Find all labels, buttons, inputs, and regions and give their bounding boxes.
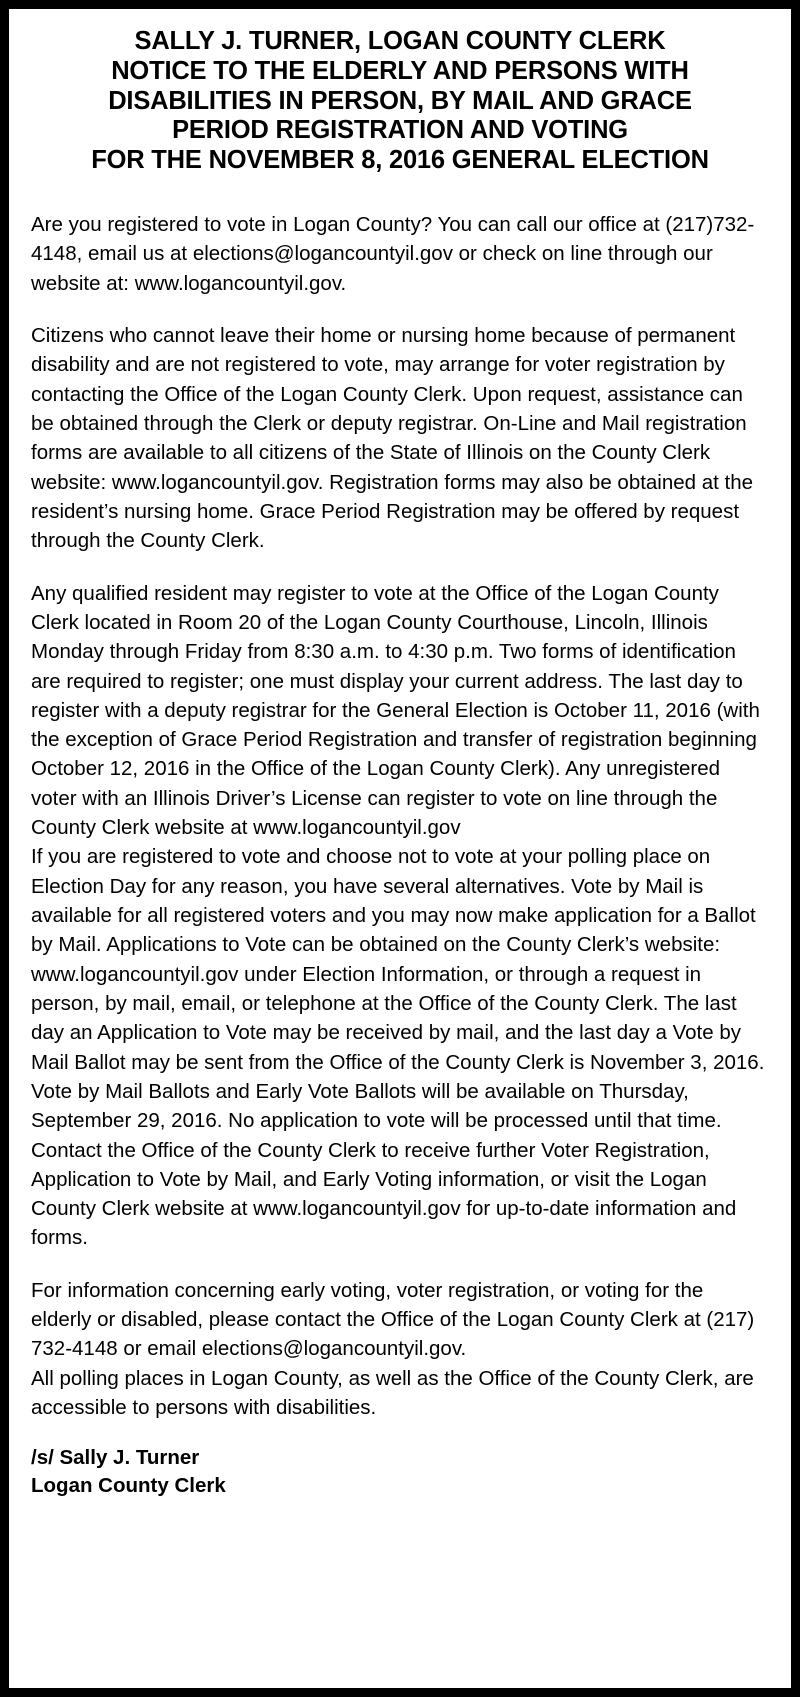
paragraph-accessibility: All polling places in Logan County, as well as the Office of the County Clerk, are accessible to persons with disabilities. — [31, 1366, 754, 1420]
signature-name: /s/ Sally J. Turner — [31, 1446, 200, 1470]
heading-line-5: FOR THE NOVEMBER 8, 2016 GENERAL ELECTION — [91, 146, 709, 175]
notice-body — [31, 210, 769, 1500]
heading-line-2: NOTICE TO THE ELDERLY AND PERSONS WITH — [111, 56, 689, 85]
heading-line-3: DISABILITIES IN PERSON, BY MAIL AND GRACE — [108, 86, 692, 115]
heading-line-1: SALLY J. TURNER, LOGAN COUNTY CLERK — [134, 27, 666, 55]
notice-heading — [31, 27, 769, 176]
paragraph-homebound-registration: Citizens who cannot leave their home or nursing home because of permanent disability and are not registered to vote, may arrange for voter registration by contacting the Office of the Logan County Clerk. Upon request, assistance can be obtained through the Clerk or deputy registrar. On-Line and Mail registration forms are available to all citizens of the State of Illinois on the County Clerk website: www.logancountyil.gov. Registration forms may also be obtained at the resident’s nursing home. Grace Period Registration may be offered by request through the County Clerk. — [31, 324, 754, 553]
signature-block — [31, 1444, 769, 1499]
paragraph-contact-info: Are you registered to vote in Logan County? You can call our office at (217)732-4148, email us at elections@logancountyil.gov or check on line through our website at: www.logancountyil.gov. — [31, 213, 755, 295]
signature-title: Logan County Clerk — [31, 1474, 226, 1497]
paragraph-further-information: For information concerning early voting, voter registration, or voting for the elderly or disabled, please contact the Office of the Logan County Clerk at (217) 732-4148 or email elections@logancountyil.gov. — [31, 1278, 755, 1361]
heading-line-4: PERIOD REGISTRATION AND VOTING — [172, 116, 628, 145]
paragraph-in-person-registration: Any qualified resident may register to vote at the Office of the Logan County Clerk located in Room 20 of the Logan County Courthouse, Lincoln, Illinois Monday through Friday from 8:30 a.m. to 4:30 p.m. Two forms of identification are required to register; one must display your current address. The last day to register with a deputy registrar for the General Election is October 11, 2016 (with the exception of Grace Period Registration and transfer of registration beginning October 12, 2016 in the Office of the Logan County Clerk). Any unregistered voter with an Illinois Driver’s License can register to vote on line through the County Clerk website at www.logancountyil.gov — [31, 581, 760, 840]
paragraph-vote-by-mail: If you are registered to vote and choose not to vote at your polling place on Election Day for any reason, you have several alternatives. Vote by Mail is available for all registered voters and you may now make application for a Ballot by Mail. Applications to Vote can be obtained on the County Clerk’s website: www.logancountyil.gov under Election Information, or through a request in person, by mail, email, or telephone at the Office of the County Clerk. The last day an Application to Vote may be received by mail, and the last day a Vote by Mail Ballot may be sent from the Office of the County Clerk is November 3, 2016. Vote by Mail Ballots and Early Vote Ballots will be available on Thursday, September 29, 2016. No application to vote will be processed until that time. Contact the Office of the County Clerk to receive further Voter Registration, Application to Vote by Mail, and Early Voting information, or visit the Logan County Clerk website at www.logancountyil.gov for up-to-date information and forms. — [31, 845, 765, 1250]
